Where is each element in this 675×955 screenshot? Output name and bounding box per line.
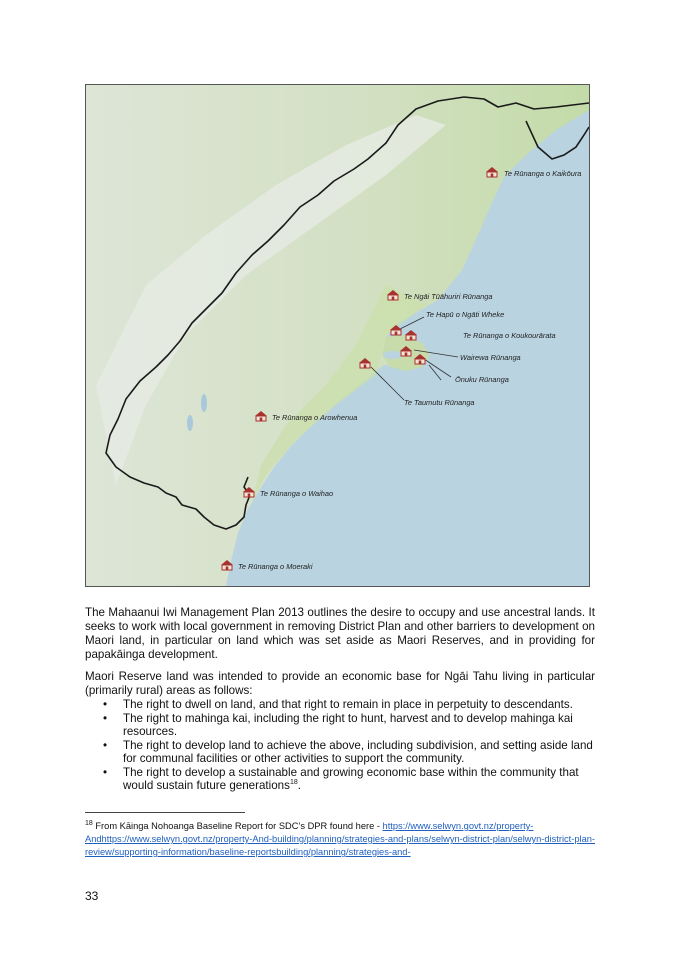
bullet-icon: • <box>103 698 108 711</box>
map-label-koukourarata: Te Rūnanga o Koukourārata <box>463 331 556 340</box>
list-item <box>103 698 595 712</box>
list-item <box>103 738 595 766</box>
list-item-text: The right to dwell on land, and that right to remain in place in perpetuity to descendants. <box>123 698 573 711</box>
map-label-kaikoura: Te Rūnanga o Kaikōura <box>504 169 582 178</box>
footnote-reference[interactable]: 18 <box>289 779 298 787</box>
map-canvas <box>86 85 589 586</box>
reserve-rights-list <box>85 698 595 793</box>
map-label-moeraki: Te Rūnanga o Moeraki <box>238 562 313 571</box>
sentence-period: . <box>297 779 301 792</box>
paragraph-mahaanui-plan: The Mahaanui Iwi Management Plan 2013 outlines the desire to occupy and use ancestral lands. It seeks to work with local government in removing District Plan and other barriers to development on Maori land, in particular on land which was set aside as Maori Reserves, and in providing for papakāinga development. <box>85 606 595 661</box>
paragraph-maori-reserve: Maori Reserve land was intended to provide an economic base for Ngāi Tahu living in particular (primarily rural) areas as follows: <box>85 670 595 697</box>
footnote-number: 18 <box>85 819 93 827</box>
footnote <box>85 820 595 859</box>
bullet-icon: • <box>103 711 108 725</box>
lake <box>201 394 207 412</box>
bullet-icon: • <box>103 738 108 752</box>
lake <box>383 351 403 359</box>
footnote-separator <box>85 812 245 813</box>
page-number: 33 <box>85 889 99 903</box>
lake <box>187 415 193 431</box>
map-figure <box>85 84 590 587</box>
list-item <box>103 765 595 793</box>
map-label-onuku: Ōnuku Rūnanga <box>455 375 509 384</box>
map-label-taumutu: Te Taumutu Rūnanga <box>404 398 475 407</box>
map-label-ngati-wheke: Te Hapū o Ngāti Wheke <box>426 310 505 319</box>
footnote-text: From Kāinga Nohoanga Baseline Report for SDC’s DPR found here - <box>92 821 383 831</box>
map-label-waihao: Te Rūnanga o Waihao <box>260 489 334 498</box>
list-item-text: The right to develop land to achieve the above, including subdivision, and setting aside land for communal facilities or other activities to support the community. <box>123 738 593 765</box>
list-item-text: The right to develop a sustainable and growing economic base within the community that would sustain future generations <box>123 765 579 792</box>
map-label-wairewa: Wairewa Rūnanga <box>460 353 521 362</box>
list-item-text: The right to mahinga kai, including the right to hunt, harvest and to develop mahinga kai resources. <box>123 711 573 738</box>
bullet-icon: • <box>103 765 108 779</box>
footnote-link[interactable]: https://www.selwyn.govt.nz/property-Andhttps://www.selwyn.govt.nz/property-And-building/planning/strategies-and-plans/selwyn-district-plan/selwyn-district-plan-review/supporting-information/baseline-reportsbuilding/planning/strategies-and- <box>85 821 596 857</box>
map-label-tuahuriri: Te Ngāi Tūāhuriri Rūnanga <box>404 292 493 301</box>
map-label-arowhenua: Te Rūnanga o Arowhenua <box>272 413 358 422</box>
list-item <box>103 711 595 739</box>
